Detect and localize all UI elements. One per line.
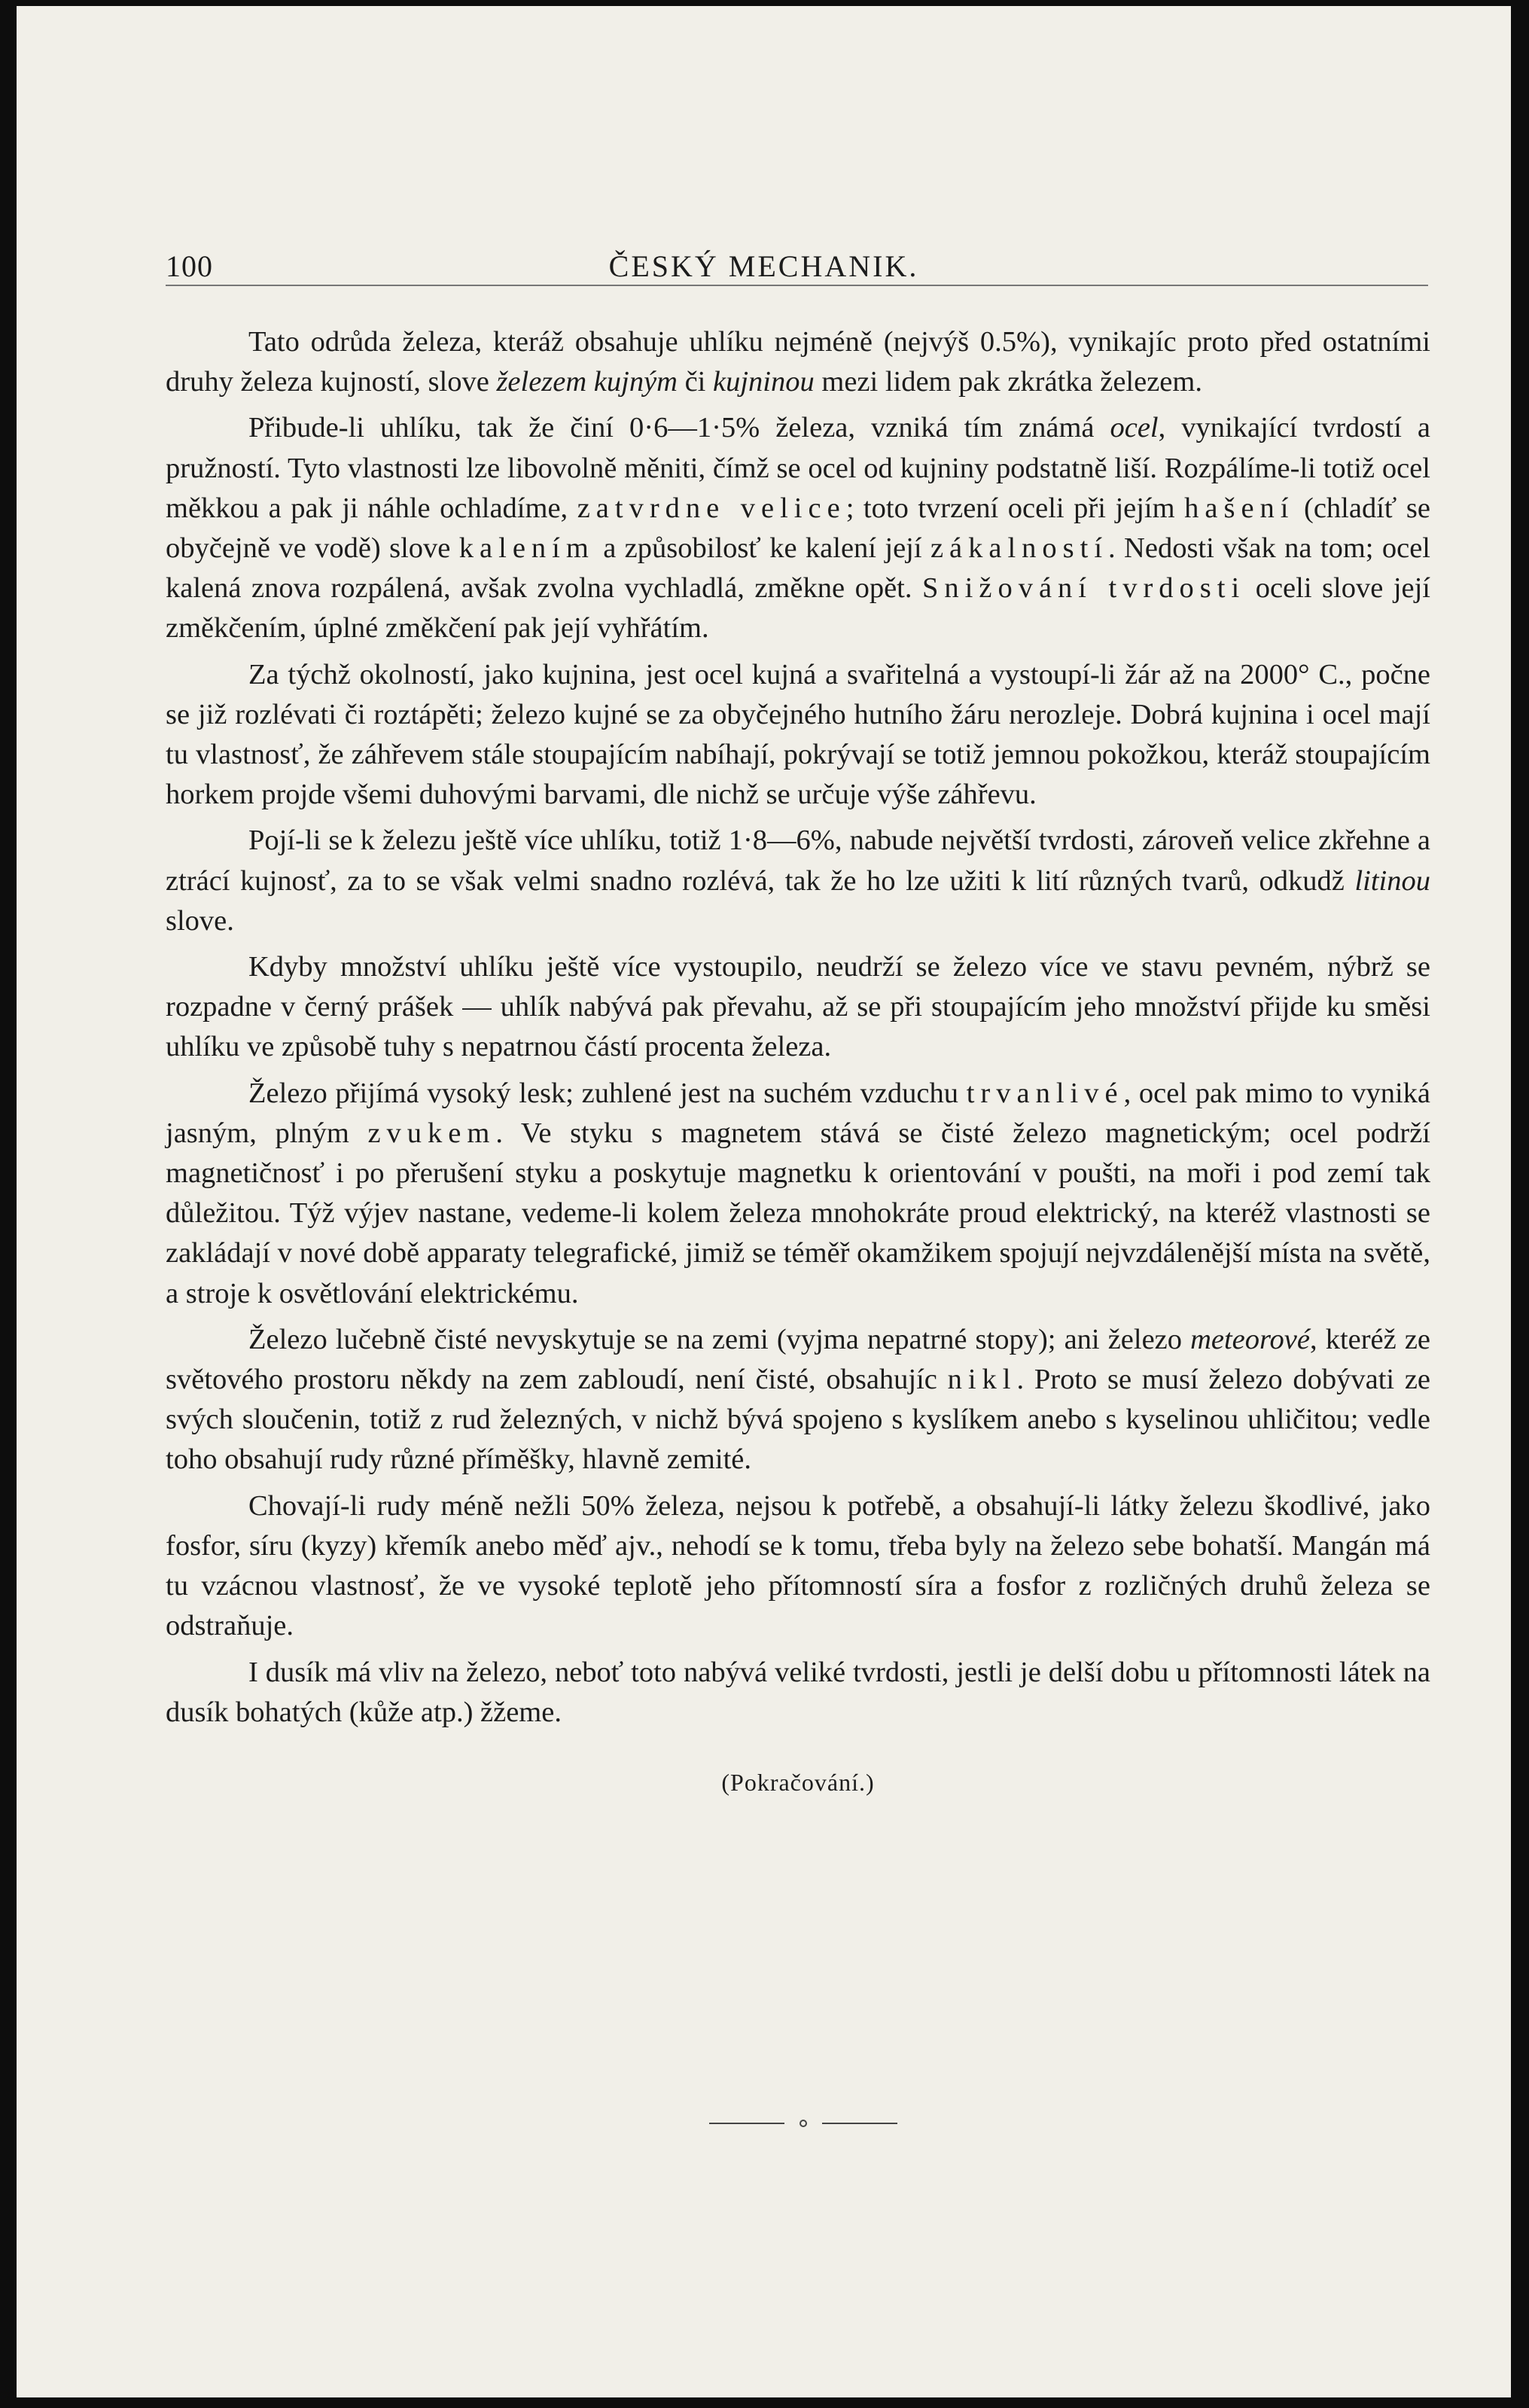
end-ornament bbox=[709, 2120, 897, 2127]
spaced-term: nikl bbox=[947, 1364, 1017, 1396]
spaced-term: zákalností bbox=[930, 532, 1109, 565]
italic-term: ocel bbox=[1110, 412, 1159, 444]
text-run: oceli slove její změkčením, úplné změkčení pak její vyhřátím. bbox=[166, 572, 1431, 645]
text-run: železa, vzniká tím známá bbox=[760, 412, 1110, 444]
paragraph bbox=[166, 322, 1430, 402]
text-run: . Nedosti však na tom; ocel kalená znova rozpálená, avšak zvolna vychladlá, změkne opět. bbox=[166, 532, 1430, 605]
spaced-term: Snižování tvrdosti bbox=[922, 572, 1246, 605]
percent-sign: % bbox=[610, 1489, 635, 1522]
text-run: Tato odrůda železa, kteráž obsahuje uhlíku nejméně (nejvýš 0.5 bbox=[248, 326, 1017, 358]
text-run: Pojí-li se k železu ještě více uhlíku, totiž 1·8—6 bbox=[248, 825, 811, 857]
text-run: . Proto se musí železo dobývati ze svých sloučenin, totiž z rud železných, v nichž bývá spojeno s kyslíkem anebo s kyselinou uhličitou; vedle toho obsahují rudy různé příměšky, hlavně zemité. bbox=[166, 1364, 1430, 1476]
paragraph bbox=[166, 1653, 1430, 1733]
italic-term: kujninou bbox=[713, 366, 815, 398]
header-rule bbox=[166, 285, 1428, 286]
running-header bbox=[17, 245, 1511, 291]
spaced-term: zatvrdne velice bbox=[577, 492, 846, 524]
scanned-page bbox=[17, 6, 1511, 2397]
percent-sign: % bbox=[736, 412, 760, 444]
text-run: (chladíť se obyčejně ve vodě) slove bbox=[166, 492, 1430, 565]
continuation-note: (Pokračování.) bbox=[721, 1768, 875, 1796]
article-body bbox=[166, 322, 1430, 1803]
text-run: a způsobilosť ke kalení její bbox=[594, 532, 930, 565]
spaced-term: zvukem bbox=[367, 1117, 496, 1149]
text-run: mezi lidem pak zkrátka železem. bbox=[814, 366, 1202, 398]
text-run: ), vynikajíc proto před ostatními druhy železa kujností, slove bbox=[166, 326, 1430, 398]
text-run: . Ve styku s magnetem stává se čisté železo magnetickým; ocel podrží magnetičnosť i po přerušení styku a poskytuje magnetku k orientování v poušti, na moři i pod zemí tak důležitou. Týž výjev nastane, vedeme-li kolem železa mnohokráte proud elektrický, na kteréž vlastnosti se zakládají v nové době apparaty telegrafické, jimiž se téměř okamžikem spojují nejvzdálenější místa na světě, a stroje k osvětlování elektrickému. bbox=[166, 1117, 1430, 1309]
text-run: , kteréž ze světového prostoru někdy na zem zabloudí, není čisté, obsahujíc bbox=[166, 1323, 1430, 1396]
italic-term: železem kujným bbox=[496, 366, 678, 398]
spaced-term: hašení bbox=[1184, 492, 1295, 524]
paragraph bbox=[166, 947, 1430, 1068]
text-run: Kdyby množství uhlíku ještě více vystoupilo, neudrží se železo více ve stavu pevném, nýbrž se rozpadne v černý prášek — uhlík nabývá pak převahu, až se při stoupajícím jeho množství přijde ku směsi uhlíku ve způsobě tuhy s nepatrnou částí procenta železa. bbox=[166, 951, 1430, 1063]
text-run: slove. bbox=[166, 904, 234, 937]
text-run: Železo přijímá vysoký lesk; zuhlené jest na suchém vzduchu bbox=[248, 1077, 967, 1109]
text-run: železa, nejsou k potřebě, a obsahují-li látky železu škodlivé, jako fosfor, síru (kyzy) křemík anebo měď ajv., nehodí se k tomu, třeba byly na železo sebe bohatší. Mangán má tu vzácnou vlastnosť, že ve vysoké teplotě jeho přítomností síra a fosfor z rozličných druhů železa se odstraňuje. bbox=[166, 1489, 1430, 1642]
text-run: Železo lučebně čisté nevyskytuje se na zemi (vyjma nepatrné stopy); ani železo bbox=[248, 1323, 1191, 1355]
percent-sign: % bbox=[1016, 326, 1041, 358]
text-run: , vynikající tvrdostí a pružností. Tyto vlastnosti lze libovolně měniti, čímž se ocel od kujniny podstatně liší. Rozpálíme-li totiž ocel měkkou a pak ji náhle ochladíme, bbox=[166, 412, 1430, 524]
percent-sign: % bbox=[810, 825, 835, 857]
page-number: 100 bbox=[166, 249, 213, 283]
text-run: , nabude největší tvrdosti, zároveň velice zkřehne a ztrácí kujnosť, za to se však velmi snadno rozlévá, tak že ho lze užiti k lití různých tvarů, odkudž bbox=[166, 825, 1430, 897]
italic-term: litinou bbox=[1354, 864, 1430, 897]
italic-term: meteorové bbox=[1190, 1323, 1310, 1355]
paragraph bbox=[166, 1486, 1430, 1647]
spaced-term: trvanlivé bbox=[966, 1077, 1124, 1109]
text-run: Chovají-li rudy méně nežli 50 bbox=[248, 1489, 611, 1522]
text-run: Za týchž okolností, jako kujnina, jest ocel kujná a svařitelná a vystoupí-li žár až na 2000° C., počne se již rozlévati či roztápěti; železo kujné se za obyčejného hutního žáru nerozleje. Dobrá kujnina i ocel mají tu vlastnosť, že záhřevem stále stoupajícím nabíhají, pokrývají se totiž jemnou pokožkou, kteráž stoupajícím horkem projde všemi duhovými barvami, dle nichž se určuje výše záhřevu. bbox=[166, 658, 1430, 811]
journal-title: ČESKÝ MECHANIK. bbox=[608, 249, 919, 283]
text-run: , ocel pak mimo to vyniká jasným, plným bbox=[166, 1077, 1430, 1149]
text-run: či bbox=[677, 366, 714, 398]
paragraph bbox=[166, 821, 1430, 941]
paragraph bbox=[166, 1320, 1430, 1480]
paragraph bbox=[166, 655, 1430, 815]
paragraph bbox=[166, 408, 1430, 648]
text-run: ; toto tvrzení oceli při jejím bbox=[845, 492, 1185, 524]
spaced-term: kalením bbox=[458, 532, 595, 565]
text-run: Přibude-li uhlíku, tak že činí 0·6—1·5 bbox=[248, 412, 736, 444]
paragraph bbox=[166, 1074, 1430, 1314]
text-run: I dusík má vliv na železo, neboť toto nabývá veliké tvrdosti, jestli je delší dobu u přítomnosti látek na dusík bohatých (kůže atp.) žžeme. bbox=[166, 1656, 1430, 1728]
